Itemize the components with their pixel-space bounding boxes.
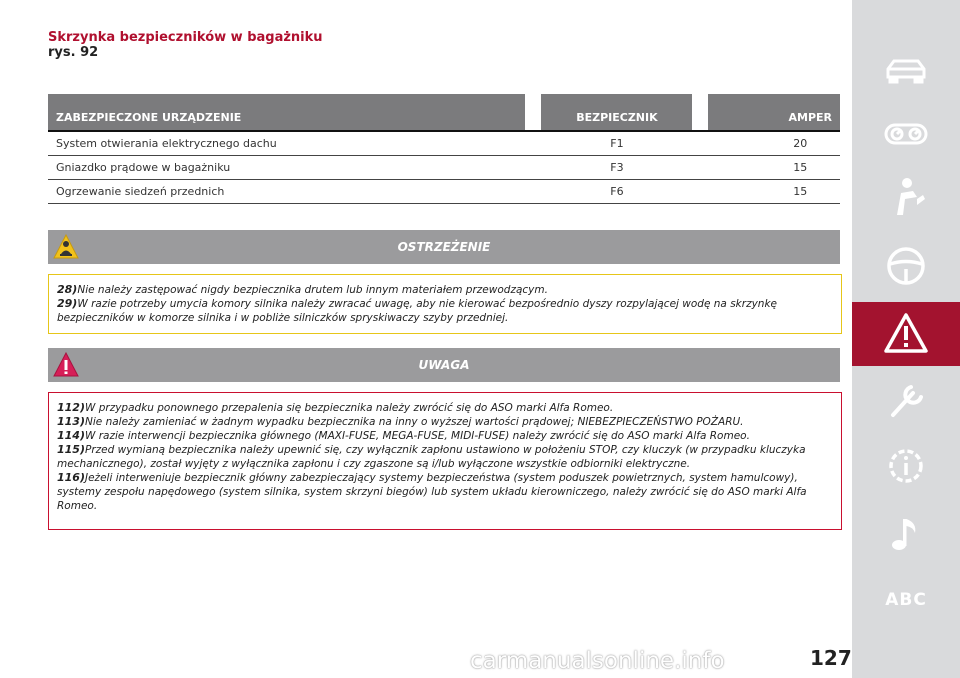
fuse-cell: F6 (541, 180, 692, 204)
sidebar-item-car[interactable] (852, 40, 960, 100)
item-number: 29) (57, 297, 78, 310)
sidebar-item-safety[interactable] (852, 168, 960, 228)
item-text: W przypadku ponownego przepalenia się bezpiecznika należy zwrócić się do ASO marki Alfa Romeo. (85, 402, 614, 414)
car-icon (883, 47, 929, 93)
item-text: Nie należy zastępować nigdy bezpiecznika drutem lub innym materiałem przewodzącym. (77, 284, 548, 296)
page-number: 127 (810, 646, 852, 670)
note-item (57, 429, 833, 443)
table-row (48, 156, 840, 180)
sidebar-item-multimedia[interactable] (852, 504, 960, 564)
dashboard-icon (883, 111, 929, 157)
item-number: 116) (57, 471, 85, 484)
item-text: W razie interwencji bezpiecznika głównego (MAXI-FUSE, MEGA-FUSE, MIDI-FUSE) należy zwrócić się do ASO marki Alfa Romeo. (85, 430, 750, 442)
warning-item (57, 297, 833, 325)
item-number: 28) (57, 283, 78, 296)
warning-box-header (48, 230, 840, 264)
figure-reference: rys. 92 (48, 45, 99, 60)
ampere-cell: 20 (708, 131, 840, 156)
note-item (57, 415, 833, 429)
sidebar-item-driving[interactable] (852, 236, 960, 296)
device-cell: Gniazdko prądowe w bagażniku (48, 156, 525, 180)
note-item (57, 401, 833, 415)
item-number: 115) (57, 443, 85, 456)
column-header-fuse: BEZPIECZNIK (541, 94, 692, 131)
fuse-table (48, 94, 840, 204)
note-box-title: UWAGA (418, 358, 470, 372)
table-row (48, 131, 840, 156)
abc-index-label: ABC (885, 590, 927, 610)
column-header-ampere: AMPER (708, 94, 840, 131)
warning-box-body (48, 274, 842, 334)
fuse-cell: F1 (541, 131, 692, 156)
section-title: Skrzynka bezpieczników w bagażniku (48, 30, 323, 45)
sidebar-item-technical-data[interactable] (852, 436, 960, 496)
item-text: Przed wymianą bezpiecznika należy upewnić się, czy wyłącznik zapłonu ustawiono w położeniu STOP, czy kluczyk (w przypadku kluczyka mechanicznego), został wyjęty z wyłącznika zapłonu i czy zgaszone są i/lub wyłączone wszystkie odbiorniki elektryczne. (57, 444, 806, 470)
device-cell: System otwierania elektrycznego dachu (48, 131, 525, 156)
table-row (48, 180, 840, 204)
chapter-sidebar (852, 0, 960, 678)
item-text: Nie należy zamieniać w żadnym wypadku bezpiecznika na inny o wyższej wartości prądowej; NIEBEZPIECZEŃSTWO POŻARU. (85, 416, 744, 428)
item-number: 113) (57, 415, 85, 428)
exclamation-triangle-icon (52, 351, 80, 379)
table-header-row (48, 94, 840, 131)
note-box-body (48, 392, 842, 530)
warning-item (57, 283, 833, 297)
watermark-text: carmanualsonline.info (470, 648, 725, 674)
ampere-cell: 15 (708, 180, 840, 204)
warning-box-title: OSTRZEŻENIE (397, 240, 491, 254)
item-number: 112) (57, 401, 85, 414)
driver-warning-icon (52, 233, 80, 261)
header-gap (525, 94, 541, 131)
sidebar-item-dashboard[interactable] (852, 104, 960, 164)
note-item (57, 471, 833, 513)
page-content (48, 30, 840, 512)
column-header-device: ZABEZPIECZONE URZĄDZENIE (48, 94, 525, 131)
sidebar-item-index[interactable] (852, 570, 960, 630)
note-box-header (48, 348, 840, 382)
item-text: W razie potrzeby umycia komory silnika należy zwracać uwagę, aby nie kierować bezpośrednio dyszy rozpylającej wodę na skrzynkę bezpieczników w komorze silnika i w pobliże silniczków spryskiwaczy szyby przedniej. (57, 298, 777, 324)
device-cell: Ogrzewanie siedzeń przednich (48, 180, 525, 204)
item-text: Jeżeli interweniuje bezpiecznik główny zabezpieczający systemy bezpieczeństwa (system poduszek powietrznych, system hamulcowy), systemy zespołu napędowego (system silnika, system skrzyni biegów) lub system układu kierowniczego, należy zwrócić się do ASO marki Alfa Romeo. (57, 472, 807, 512)
note-item (57, 443, 833, 471)
warning-triangle-icon (883, 311, 929, 357)
fuse-cell: F3 (541, 156, 692, 180)
music-note-icon (883, 511, 929, 557)
header-gap (692, 94, 708, 131)
ampere-cell: 15 (708, 156, 840, 180)
sidebar-item-emergency[interactable] (852, 302, 960, 366)
seatbelt-person-icon (883, 175, 929, 221)
item-number: 114) (57, 429, 85, 442)
info-gear-icon (883, 443, 929, 489)
wrench-icon (883, 377, 929, 423)
sidebar-item-maintenance[interactable] (852, 370, 960, 430)
steering-wheel-icon (883, 243, 929, 289)
